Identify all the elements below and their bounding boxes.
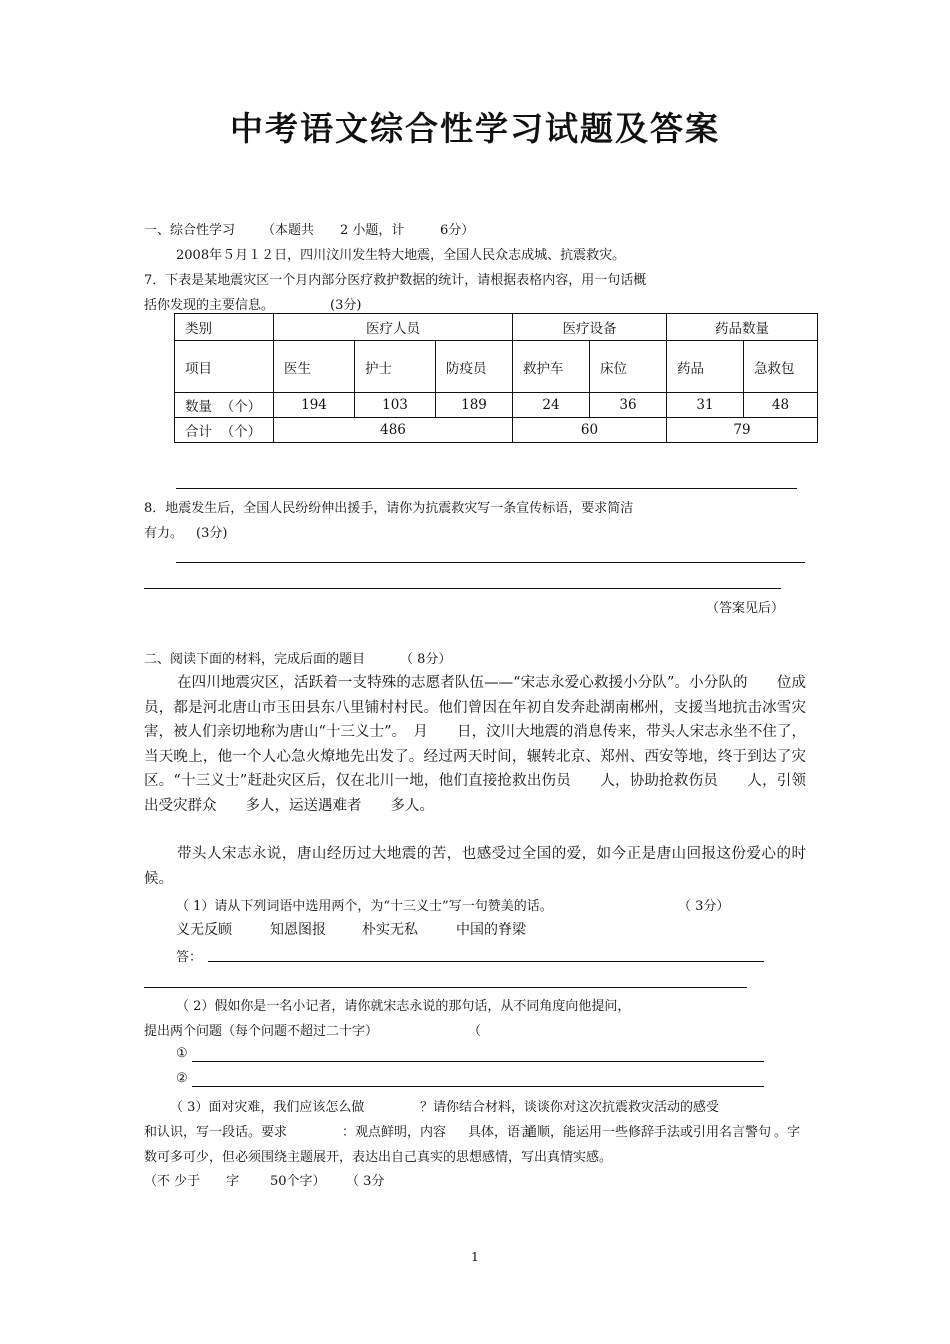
table-header-cell: 医疗人员 xyxy=(274,314,513,341)
q3-text-b: ？请你结合材料，谈谈你对这次抗震救灾活动的感受 xyxy=(420,1100,720,1115)
section1-score-b: 2 小题，计 xyxy=(340,223,405,238)
table-header-cell: 类别 xyxy=(175,314,274,341)
q3-text-d: ：观点鲜明，内容 xyxy=(342,1125,447,1140)
section1-heading: 一、综合性学习 xyxy=(144,223,236,238)
q3-text-f: 通顺，能运用一些修辞手法或引用名言警句 xyxy=(524,1125,772,1140)
reading-paragraph-2: 带头人宋志永说，唐山经历过大地震的苦，也感受过全国的爱，如今正是唐山回报这份爱心的时候。 xyxy=(144,846,806,887)
q2-text-b: 提出两个问题（每个问题不超过二十字） xyxy=(144,1024,379,1039)
table-header-cell: 急救包 xyxy=(744,341,818,393)
blank-marker-2: ② xyxy=(176,1071,188,1086)
answer-line[interactable] xyxy=(192,1086,764,1087)
section1-score-c: 6分） xyxy=(440,223,475,238)
q2-text-a: （ 2）假如你是一名小记者，请你就宋志永说的那句话，从不同角度向他提问， xyxy=(176,999,631,1014)
table-subheader-row xyxy=(175,341,818,393)
table-cell: 36 xyxy=(590,393,667,418)
table-cell: 189 xyxy=(436,393,513,418)
q7-score: (3分) xyxy=(330,298,362,313)
table-cell: 194 xyxy=(274,393,355,418)
answer-line[interactable] xyxy=(208,961,764,962)
q8-score: (3分) xyxy=(196,526,228,541)
section1-intro: 2008年５月１２日，四川汶川发生特大地震，全国人民众志成城、抗震救灾。 xyxy=(176,248,626,263)
row-label-a: 合计 xyxy=(185,424,212,440)
section2-score: （ 8分） xyxy=(400,652,452,667)
table-cell: 48 xyxy=(744,393,818,418)
word-option: 朴实无私 xyxy=(362,922,418,938)
q3-text-j: 50个字） xyxy=(270,1174,326,1189)
table-header-cell: 药品 xyxy=(667,341,744,393)
table-header-cell: 护士 xyxy=(355,341,436,393)
answer-label: 答： xyxy=(176,950,203,965)
answer-line[interactable] xyxy=(176,562,805,563)
page-title: 中考语文综合性学习试题及答案 xyxy=(230,109,720,148)
table-row xyxy=(175,418,818,443)
blank-marker-1: ① xyxy=(176,1046,188,1061)
q3-score: （ 3分 xyxy=(346,1174,385,1189)
row-label-b: （个） xyxy=(220,399,262,415)
reading-paragraph-1: 在四川地震灾区，活跃着一支特殊的志愿者队伍——“宋志永爱心救援小分队”。小分队的 位成员，都是河北唐山市玉田县东八里铺村村民。他们曾因在年初自发奔赴湖南郴州，支援当地抗击冰雪灾害，被人们亲切地称为唐山“十三义士”。 月 日，汶川大地震的消息传来，带头人宋志永坐不住了，当天晚上，他一个人心急火燎地先出发了。经过两天时间，辗转北京、郑州、西安等地，终于到达了灾区。“十三义士”赶赴灾区后，仅在北川一地，他们直接抢救出伤员 人，协助抢救伤员 人，引领出受灾群众 多人，运送遇难者 多人。 xyxy=(144,675,806,814)
q2-score: （ xyxy=(468,1024,482,1039)
q1-text: （ 1）请从下列词语中选用两个，为“十三义士”写一句赞美的话。 xyxy=(176,899,553,914)
q3-text-e: 具体，语言 xyxy=(468,1125,534,1140)
table-cell: 103 xyxy=(355,393,436,418)
table-header-cell: 项目 xyxy=(175,341,274,393)
q7-text-a: 7．下表是某地震灾区一个月内部分医疗救护数据的统计，请根据表格内容，用一句话概 xyxy=(144,273,647,288)
q3-text-c: 和认识，写一段话。要求 xyxy=(144,1125,288,1140)
q8-text-b: 有力。 xyxy=(144,526,184,541)
statistics-table xyxy=(174,313,818,443)
answer-note: （答案见后） xyxy=(706,601,785,616)
answer-line[interactable] xyxy=(176,488,797,489)
answer-line[interactable] xyxy=(144,987,747,988)
table-row-label xyxy=(175,418,274,443)
table-cell: 79 xyxy=(667,418,818,443)
page-number: 1 xyxy=(471,1250,479,1264)
table-header-cell: 防疫员 xyxy=(436,341,513,393)
row-label-a: 数量 xyxy=(185,399,212,415)
table-row xyxy=(175,393,818,418)
q3-text-h: 数可多可少，但必须围绕主题展开，表达出自己真实的思想感情，写出真情实感。 xyxy=(144,1150,613,1165)
table-cell: 486 xyxy=(274,418,513,443)
q1-score: （ 3分） xyxy=(678,899,730,914)
answer-line[interactable] xyxy=(192,1061,764,1062)
table-cell: 60 xyxy=(513,418,667,443)
q3-text-i: （不 少于 字 xyxy=(144,1174,240,1189)
table-header-cell: 医生 xyxy=(274,341,355,393)
table-cell: 31 xyxy=(667,393,744,418)
q3-text-a: （ 3）面对灾难，我们应该怎么做 xyxy=(170,1100,365,1115)
table-header-row xyxy=(175,314,818,341)
answer-line[interactable] xyxy=(144,588,781,589)
q8-text-a: 8．地震发生后，全国人民纷纷伸出援手，请你为抗震救灾写一条宣传标语，要求简洁 xyxy=(144,501,634,516)
word-option: 义无反顾 xyxy=(176,922,232,938)
word-option: 知恩图报 xyxy=(270,922,326,938)
q3-text-g: 。字 xyxy=(774,1125,801,1140)
section1-score-a: （本题共 xyxy=(262,223,315,238)
q7-text-b: 括你发现的主要信息。 xyxy=(144,298,275,313)
word-option: 中国的脊梁 xyxy=(456,922,526,938)
table-header-cell: 床位 xyxy=(590,341,667,393)
section2-heading: 二、阅读下面的材料，完成后面的题目 xyxy=(144,652,366,667)
table-header-cell: 医疗设备 xyxy=(513,314,667,341)
table-row-label xyxy=(175,393,274,418)
table-cell: 24 xyxy=(513,393,590,418)
table-header-cell: 救护车 xyxy=(513,341,590,393)
table-header-cell: 药品数量 xyxy=(667,314,818,341)
row-label-b: （个） xyxy=(220,424,262,440)
